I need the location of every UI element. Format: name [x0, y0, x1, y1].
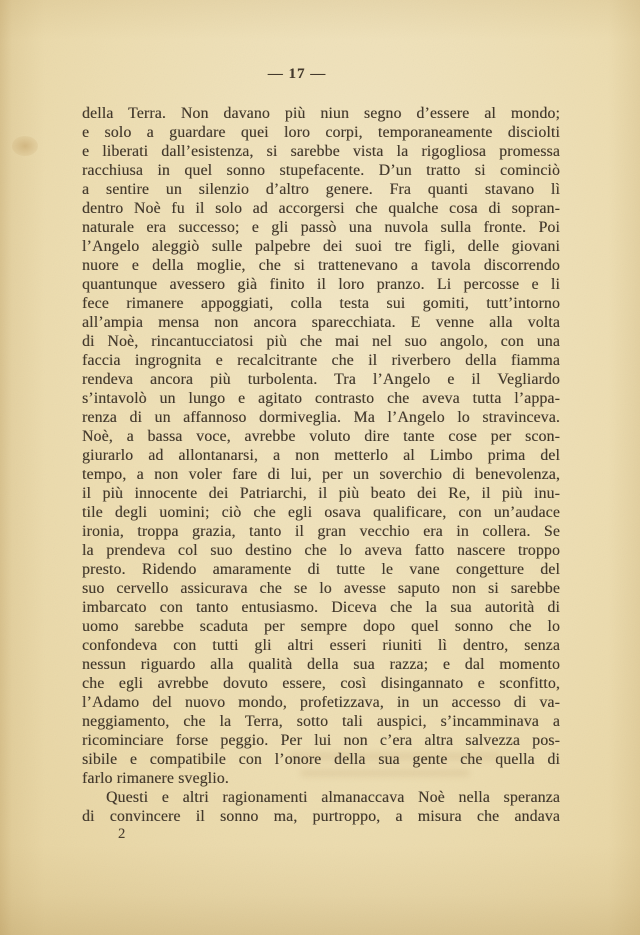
paper-stain: [12, 136, 38, 156]
text-line: di convincere il sonno ma, purtroppo, a misura che andava: [82, 808, 560, 825]
text-line: che egli avrebbe dovuto essere, così disingannato e sconfitto,: [82, 675, 560, 692]
text-line: presto. Ridendo amaramente di tutte le vane congetture del: [82, 561, 560, 578]
text-line: sibile e compatibile con l’onore della sua gente che quella di: [82, 751, 560, 768]
text-line: l’Angelo aleggiò sulle palpebre dei suoi tre figli, delle giovani: [82, 238, 560, 255]
text-line: faccia ingrognita e recalcitrante che il riverbero della fiamma: [82, 352, 560, 369]
text-line: ricominciare forse peggio. Per lui non c’era altra salvezza pos-: [82, 732, 560, 749]
text-line: Noè, a bassa voce, avrebbe voluto dire tante cose per scon-: [82, 428, 560, 445]
text-line: imbarcato con tanto entusiasmo. Diceva che la sua autorità di: [82, 599, 560, 616]
text-line: rendeva ancora più turbolenta. Tra l’Angelo e il Vegliardo: [82, 371, 560, 388]
text-line: della Terra. Non davano più niun segno d’essere al mondo;: [82, 105, 560, 122]
text-line: e solo a guardare quei loro corpi, temporaneamente disciolti: [82, 124, 560, 141]
text-line: uomo sarebbe scaduta per sempre dopo quel sonno che lo: [82, 618, 560, 635]
text-line: nuore e della moglie, che si trattenevano a tavola discorrendo: [82, 257, 560, 274]
text-line: ironia, troppa grazia, tanto il gran vecchio era in collera. Se: [82, 523, 560, 540]
text-line: renza di un affannoso dormiveglia. Ma l’Angelo lo stravinceva.: [82, 409, 560, 426]
text-line: farlo rimanere sveglio.: [82, 770, 229, 787]
text-line: neggiamento, che la Terra, sotto tali auspici, s’incamminava a: [82, 713, 560, 730]
text-line: all’ampia mensa non ancora sparecchiata. E venne alla volta: [82, 314, 560, 331]
text-line: giurarlo ad allontanarsi, a non metterlo al Limbo prima del: [82, 447, 560, 464]
signature-mark: 2: [118, 826, 126, 842]
text-line: Questi e altri ragionamenti almanaccava Noè nella speranza: [106, 789, 560, 806]
text-line: confondeva con tutti gli altri esseri riuniti lì dentro, senza: [82, 637, 560, 654]
text-line: suo cervello assicurava che se lo avesse saputo non si sarebbe: [82, 580, 560, 597]
text-line: la prendeva col suo destino che lo aveva fatto nascere troppo: [82, 542, 560, 559]
text-line: nessun riguardo alla qualità della sua razza; e dal momento: [82, 656, 560, 673]
text-line: s’intavolò un lungo e agitato contrasto che aveva tutta l’appa-: [82, 390, 560, 407]
page-number-header: — 17 —: [267, 66, 327, 82]
text-line: di Noè, rincantucciatosi più che mai nel suo angolo, con una: [82, 333, 560, 350]
text-line: a sentire un silenzio d’altro genere. Fra quanti stavano lì: [82, 181, 560, 198]
text-line: tile degli uomini; ciò che egli osava qualificare, con un’audace: [82, 504, 560, 521]
text-line: il più innocente dei Patriarchi, il più beato dei Re, il più inu-: [82, 485, 560, 502]
text-line: dentro Noè fu il solo ad accorgersi che qualche cosa di sopran-: [82, 200, 560, 217]
text-line: l’Adamo del nuovo mondo, profetizzava, in un accesso di va-: [82, 694, 560, 711]
text-line: tempo, a non voler fare di lui, per un soverchio di benevolenza,: [82, 466, 560, 483]
text-line: e liberati dall’esistenza, si sarebbe vista la rigogliosa promessa: [82, 143, 560, 160]
text-line: quantunque avessero già finito il loro pranzo. Li percosse e li: [82, 276, 560, 293]
body-text: [82, 104, 560, 826]
text-line: racchiusa in quel sonno stupefacente. D’un tratto si cominciò: [82, 162, 560, 179]
text-line: fece rimanere appoggiati, colla testa sui gomiti, tutt’intorno: [82, 295, 560, 312]
text-line: naturale era successo; e gli passò una nuvola sulla fronte. Poi: [82, 219, 560, 236]
